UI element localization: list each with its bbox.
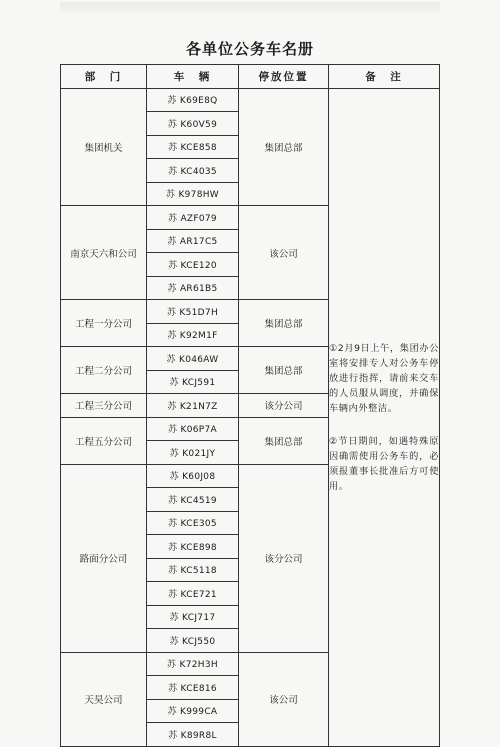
plate-cell: 苏 KCJ591 [147,370,239,394]
plate-cell: 苏 K89R8L [147,723,239,747]
plate-cell: 苏 K978HW [147,182,239,206]
header-department: 部 门 [61,65,147,89]
plate-cell: 苏 KC5118 [147,558,239,582]
department-cell: 工程二分公司 [61,347,147,394]
plate-cell: 苏 KCJ717 [147,605,239,629]
parking-location-cell: 该公司 [239,652,329,746]
plate-cell: 苏 AR61B5 [147,276,239,300]
plate-cell: 苏 K60J08 [147,464,239,488]
plate-cell: 苏 K21N7Z [147,394,239,418]
header-vehicle: 车 辆 [147,65,239,89]
parking-location-cell: 集团总部 [239,417,329,464]
plate-cell: 苏 K999CA [147,699,239,723]
plate-cell: 苏 K69E8Q [147,88,239,112]
plate-cell: 苏 KC4035 [147,159,239,183]
plate-cell: 苏 K06P7A [147,417,239,441]
table-row [61,88,440,112]
plate-cell: 苏 AZF079 [147,206,239,230]
department-cell: 天昊公司 [61,652,147,746]
plate-cell: 苏 K021JY [147,441,239,465]
parking-location-cell: 集团总部 [239,88,329,206]
plate-cell: 苏 K046AW [147,347,239,371]
plate-cell: 苏 K51D7H [147,300,239,324]
header-remarks: 备 注 [329,65,440,89]
plate-cell: 苏 KC4519 [147,488,239,512]
plate-cell: 苏 K72H3H [147,652,239,676]
department-cell: 路面分公司 [61,464,147,652]
header-row [61,65,440,89]
remark-paragraph: ②节日期间，如遇特殊原因确需使用公务车的，必须报董事长批准后方可使用。 [329,435,439,492]
plate-cell: 苏 KCE898 [147,535,239,559]
department-cell: 工程一分公司 [61,300,147,347]
department-cell: 南京天六和公司 [61,206,147,300]
parking-location-cell: 集团总部 [239,347,329,394]
scan-bleed-through [60,2,440,16]
plate-cell: 苏 AR17C5 [147,229,239,253]
page-title: 各单位公务车名册 [185,40,314,58]
plate-cell: 苏 KCE305 [147,511,239,535]
department-cell: 工程三分公司 [61,394,147,418]
parking-location-cell: 集团总部 [239,300,329,347]
plate-cell: 苏 KCE721 [147,582,239,606]
parking-location-cell: 该公司 [239,206,329,300]
plate-cell: 苏 K92M1F [147,323,239,347]
plate-cell: 苏 KCJ550 [147,629,239,653]
remark-paragraph: ①2月9日上午，集团办公室将安排专人对公务车停放进行指挥，请前来交车的人员服从调度，并确保车辆内外整洁。 [329,342,439,414]
table-body [61,88,440,746]
plate-cell: 苏 KCE858 [147,135,239,159]
remarks-cell [329,88,440,746]
parking-location-cell: 该分公司 [239,464,329,652]
parking-location-cell: 该分公司 [239,394,329,418]
header-parking-location: 停放位置 [239,65,329,89]
plate-cell: 苏 KCE120 [147,253,239,277]
plate-cell: 苏 KCE816 [147,676,239,700]
department-cell: 工程五分公司 [61,417,147,464]
department-cell: 集团机关 [61,88,147,206]
plate-cell: 苏 K60V59 [147,112,239,136]
vehicle-register-table [60,64,440,747]
